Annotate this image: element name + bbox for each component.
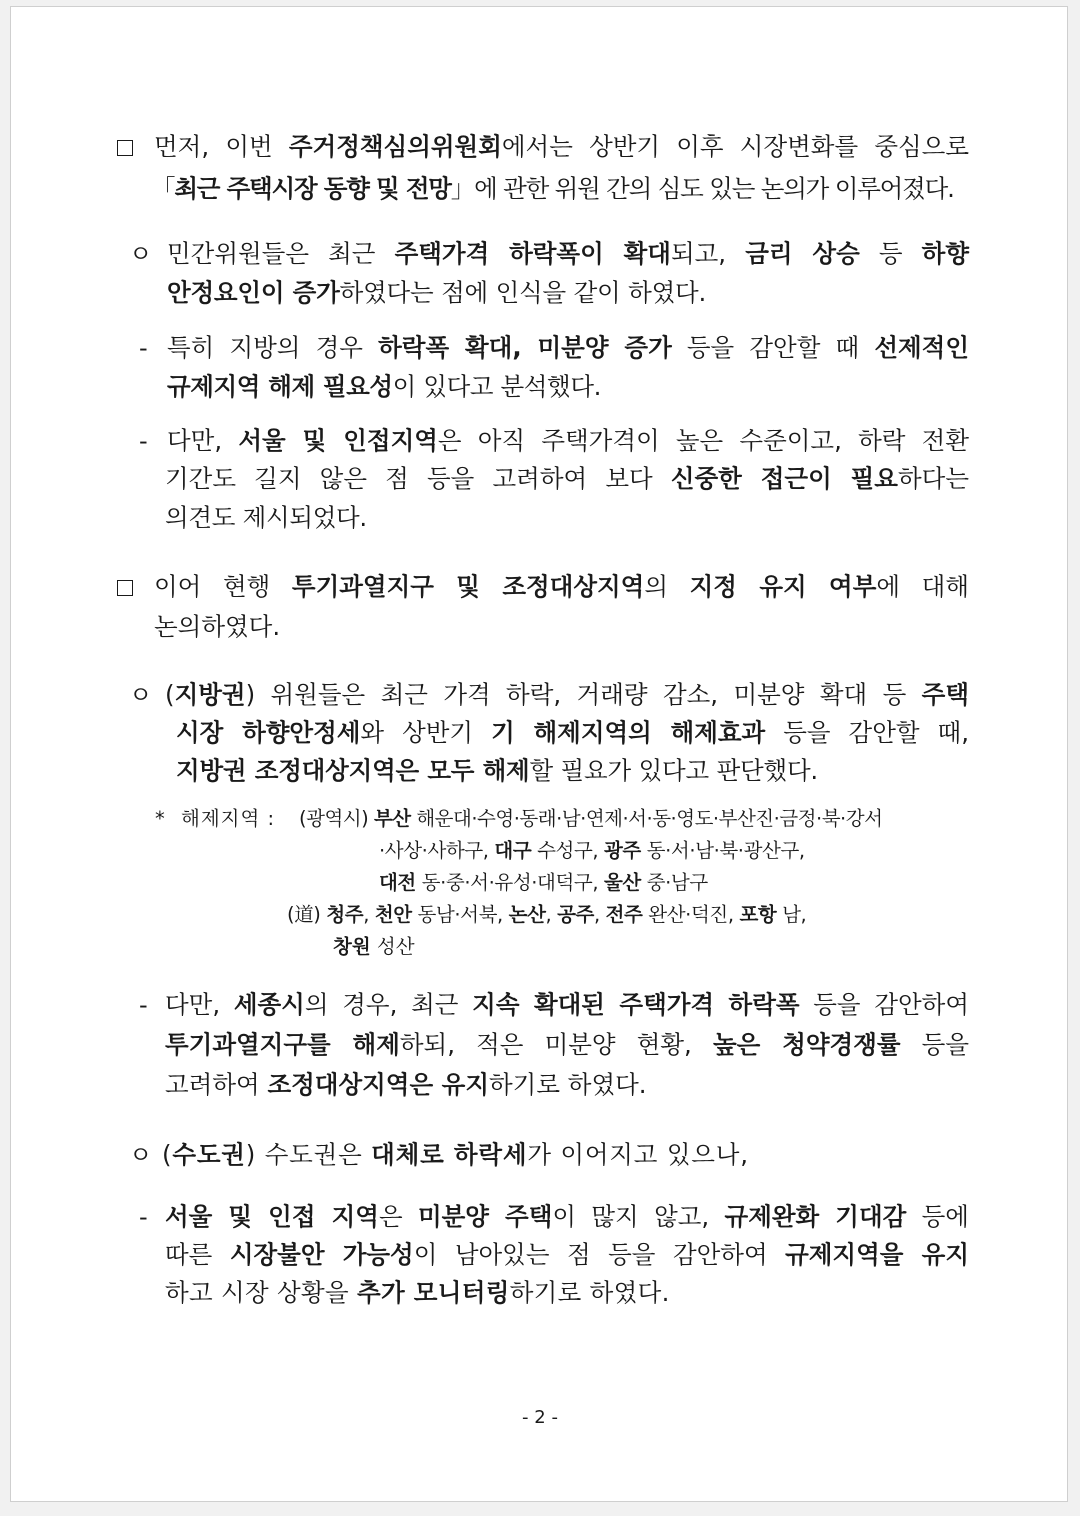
bold-text: 대구 <box>494 839 532 862</box>
s2-d2-line-1: 서울 및 인접 지역은 미분양 주택이 많지 않고, 규제완화 기대감 등에 <box>165 1202 969 1231</box>
s1-d2-line-3: 의견도 제시되었다. <box>165 503 367 532</box>
bold-text: 창원 <box>333 935 371 958</box>
bold-text: 주거정책심의위원회 <box>288 132 502 161</box>
dash-bullet: - <box>139 991 148 1019</box>
s1-o1-line-2: 안정요인이 증가하였다는 점에 인식을 같이 하였다. <box>167 278 707 307</box>
page-number: - 2 - <box>522 1407 558 1428</box>
bold-text: 높은 청약경쟁률 <box>712 1030 901 1059</box>
bold-text: 대전 <box>379 871 416 894</box>
bold-text: 전주 <box>605 903 643 926</box>
s2-o1-line-2: 시장 하향안정세와 상반기 기 해제지역의 해제효과 등을 감안할 때, <box>176 718 970 747</box>
s2-d1-line-3: 고려하여 조정대상지역은 유지하기로 하였다. <box>165 1070 647 1099</box>
bold-text: 지방권 <box>174 680 246 709</box>
s2-d1-line-2: 투기과열지구를 해제하되, 적은 미분양 현황, 높은 청약경쟁률 등을 <box>165 1030 969 1059</box>
bold-text: 투기과열지구를 해제 <box>165 1030 400 1059</box>
dash-bullet: - <box>139 1203 148 1231</box>
bold-text: 하락폭 확대, 미분양 증가 <box>378 333 672 362</box>
bold-text: 선제적인 <box>874 333 969 362</box>
bold-text: 조정대상지역은 유지 <box>267 1070 490 1099</box>
bold-text: 신중한 접근이 필요 <box>670 464 898 493</box>
bold-text: 규제지역 해제 필요성 <box>167 372 393 401</box>
bold-text: 울산 <box>603 871 641 894</box>
s1-o1-line-1: 민간위원들은 최근 주택가격 하락폭이 확대되고, 금리 상승 등 하향 <box>167 239 969 268</box>
bold-text: 부산 <box>373 807 411 830</box>
bold-text: 시장불안 가능성 <box>229 1240 414 1269</box>
s1-d2-line-2: 기간도 길지 않은 점 등을 고려하여 보다 신중한 접근이 필요하다는 <box>165 464 969 493</box>
dash-bullet: - <box>139 334 148 362</box>
s1-d1-line-2: 규제지역 해제 필요성이 있다고 분석했다. <box>167 372 601 401</box>
footnote-line-5: 창원 성산 <box>333 935 415 958</box>
circle-bullet: ㅇ <box>129 240 153 268</box>
footnote-line-4: (道) 청주, 천안 동남·서북, 논산, 공주, 전주 완산·덕진, 포항 남, <box>287 903 807 926</box>
bold-text: 수도권 <box>172 1140 246 1169</box>
s2-line-2: 논의하였다. <box>154 612 281 641</box>
bold-text: 천안 <box>374 903 412 926</box>
bold-text: 안정요인이 증가 <box>167 278 340 307</box>
footnote-star: * <box>155 807 165 830</box>
bold-text: 시장 하향안정세 <box>176 718 361 747</box>
circle-bullet: ㅇ <box>129 1141 153 1169</box>
bold-text: 지방권 조정대상지역은 모두 해제 <box>176 756 530 785</box>
bold-text: 대체로 하락세 <box>371 1140 528 1169</box>
bold-text: 광주 <box>603 839 641 862</box>
bold-text: 서울 및 인접 지역 <box>165 1202 379 1231</box>
bold-text: 규제완화 기대감 <box>724 1202 907 1231</box>
bold-text: 서울 및 인접지역 <box>238 426 438 455</box>
square-bullet-icon <box>117 580 133 596</box>
bold-text: 추가 모니터링 <box>357 1278 510 1307</box>
circle-bullet: ㅇ <box>129 681 153 709</box>
bold-text: 포항 <box>739 903 777 926</box>
bold-text: 금리 상승 <box>745 239 860 268</box>
s2-d1-line-1: 다만, 세종시의 경우, 최근 지속 확대된 주택가격 하락폭 등을 감안하여 <box>165 990 969 1019</box>
footnote-label: 해제지역 : <box>181 807 276 830</box>
s1-d2-line-1: 다만, 서울 및 인접지역은 아직 주택가격이 높은 수준이고, 하락 전환 <box>167 426 969 455</box>
s2-d2-line-2: 따른 시장불안 가능성이 남아있는 점 등을 감안하여 규제지역을 유지 <box>165 1240 969 1269</box>
bold-text: 공주 <box>557 903 594 926</box>
bold-text: 하향 <box>921 239 969 268</box>
square-bullet-icon <box>117 140 133 156</box>
bold-text: 논산 <box>508 903 546 926</box>
bold-text: 최근 주택시장 동향 및 전망 <box>174 174 451 203</box>
bold-text: 기 해제지역의 해제효과 <box>491 718 766 747</box>
s2-d2-line-3: 하고 시장 상황을 추가 모니터링하기로 하였다. <box>165 1278 670 1307</box>
bold-text: 주택 <box>921 680 969 709</box>
s2-line-1: 이어 현행 투기과열지구 및 조정대상지역의 지정 유지 여부에 대해 <box>154 572 969 601</box>
bold-text: 지정 유지 여부 <box>689 572 877 601</box>
bold-text: 지속 확대된 주택가격 하락폭 <box>472 990 800 1019</box>
footnote-line-1: (광역시) 부산 해운대·수영·동래·남·연제·서·동·영도·부산진·금정·북·강서 <box>299 807 883 830</box>
s2-o1-line-3: 지방권 조정대상지역은 모두 해제할 필요가 있다고 판단했다. <box>176 756 819 785</box>
bold-text: 청주 <box>326 903 364 926</box>
s1-line-1: 먼저, 이번 주거정책심의위원회에서는 상반기 이후 시장변화를 중심으로 <box>154 132 969 161</box>
bold-text: 주택가격 하락폭이 확대 <box>394 239 671 268</box>
bold-text: 미분양 주택 <box>417 1202 553 1231</box>
document-page <box>10 6 1068 1502</box>
bold-text: 투기과열지구 및 조정대상지역 <box>291 572 645 601</box>
bold-text: 세종시 <box>233 990 305 1019</box>
s2-o2-line-1: (수도권) 수도권은 대체로 하락세가 이어지고 있으나, <box>162 1140 749 1169</box>
dash-bullet: - <box>139 427 148 455</box>
footnote-line-2: ·사상·사하구, 대구 수성구, 광주 동·서·남·북·광산구, <box>379 839 805 862</box>
bold-text: 규제지역을 유지 <box>785 1240 969 1269</box>
s2-o1-line-1: (지방권) 위원들은 최근 가격 하락, 거래량 감소, 미분양 확대 등 주택 <box>165 680 969 709</box>
footnote-line-3: 대전 동·중·서·유성·대덕구, 울산 중·남구 <box>379 871 708 894</box>
s1-line-2: 「최근 주택시장 동향 및 전망」에 관한 위원 간의 심도 있는 논의가 이루어졌다. <box>151 174 954 203</box>
s1-d1-line-1: 특히 지방의 경우 하락폭 확대, 미분양 증가 등을 감안할 때 선제적인 <box>167 333 969 362</box>
